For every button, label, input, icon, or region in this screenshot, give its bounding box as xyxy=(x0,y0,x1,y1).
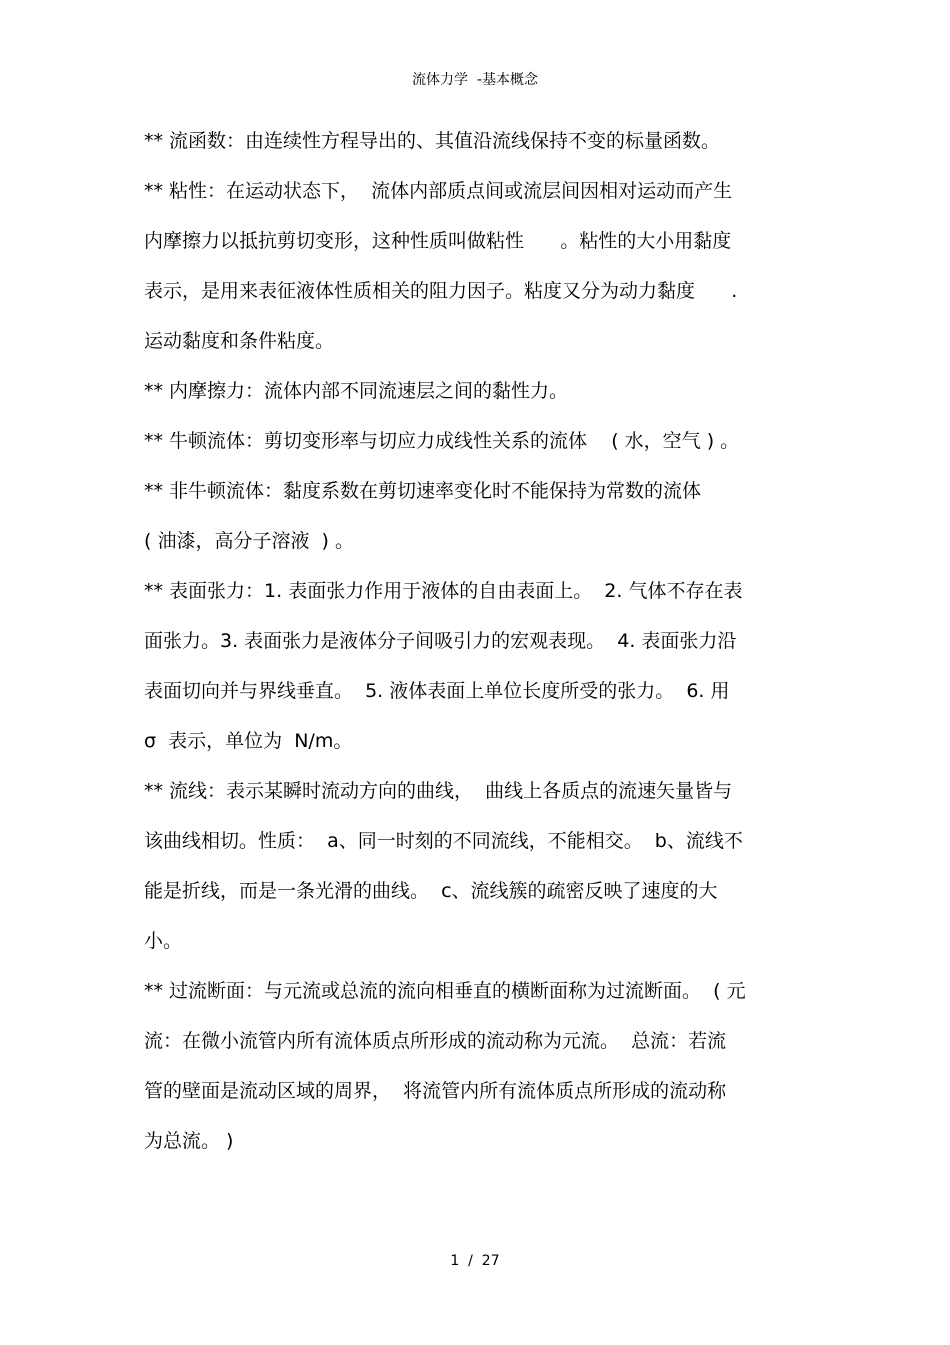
text-line: ** 过流断面：与元流或总流的流向相垂直的横断面称为过流断面。 ( 元 xyxy=(144,980,746,1002)
text-line: ** 流函数：由连续性方程导出的、其值沿流线保持不变的标量函数。 xyxy=(144,130,721,152)
text-line: 能是折线，而是一条光滑的曲线。 c、流线簇的疏密反映了速度的大 xyxy=(144,880,718,902)
text-line: 面张力。3. 表面张力是液体分子间吸引力的宏观表现。 4. 表面张力沿 xyxy=(144,630,737,652)
page-header: 流体力学 -基本概念 xyxy=(412,72,538,88)
text-line: 表示，是用来表征液体性质相关的阻力因子。粘度又分为动力黏度 . xyxy=(144,280,738,302)
text-line: ** 表面张力：1. 表面张力作用于液体的自由表面上。 2. 气体不存在表 xyxy=(144,580,743,602)
text-line: ** 非牛顿流体：黏度系数在剪切速率变化时不能保持为常数的流体 xyxy=(144,480,702,502)
text-line: 运动黏度和条件粘度。 xyxy=(144,330,335,352)
text-line: ** 流线：表示某瞬时流动方向的曲线， 曲线上各质点的流速矢量皆与 xyxy=(144,780,733,802)
text-line: σ 表示，单位为 N/m。 xyxy=(144,730,353,752)
text-line: 表面切向并与界线垂直。 5. 液体表面上单位长度所受的张力。 6. 用 xyxy=(144,680,730,702)
text-line: 为总流。 ) xyxy=(144,1130,234,1152)
text-line: 该曲线相切。性质： a、同一时刻的不同流线，不能相交。 b、流线不 xyxy=(144,830,743,852)
text-line: ** 粘性：在运动状态下， 流体内部质点间或流层间因相对运动而产生 xyxy=(144,180,733,202)
text-line: ** 内摩擦力：流体内部不同流速层之间的黏性力。 xyxy=(144,380,569,402)
text-line: 管的壁面是流动区域的周界， 将流管内所有流体质点所形成的流动称 xyxy=(144,1080,727,1102)
text-line: ** 牛顿流体：剪切变形率与切应力成线性关系的流体 ( 水，空气 ) 。 xyxy=(144,430,740,452)
text-line: ( 油漆，高分子溶液 ) 。 xyxy=(144,530,354,552)
text-line: 流：在微小流管内所有流体质点所形成的流动称为元流。 总流：若流 xyxy=(144,1030,727,1052)
page-number: 1 / 27 xyxy=(450,1253,500,1269)
text-line: 小。 xyxy=(144,930,183,952)
text-line: 内摩擦力以抵抗剪切变形，这种性质叫做粘性 。粘性的大小用黏度 xyxy=(144,230,732,252)
